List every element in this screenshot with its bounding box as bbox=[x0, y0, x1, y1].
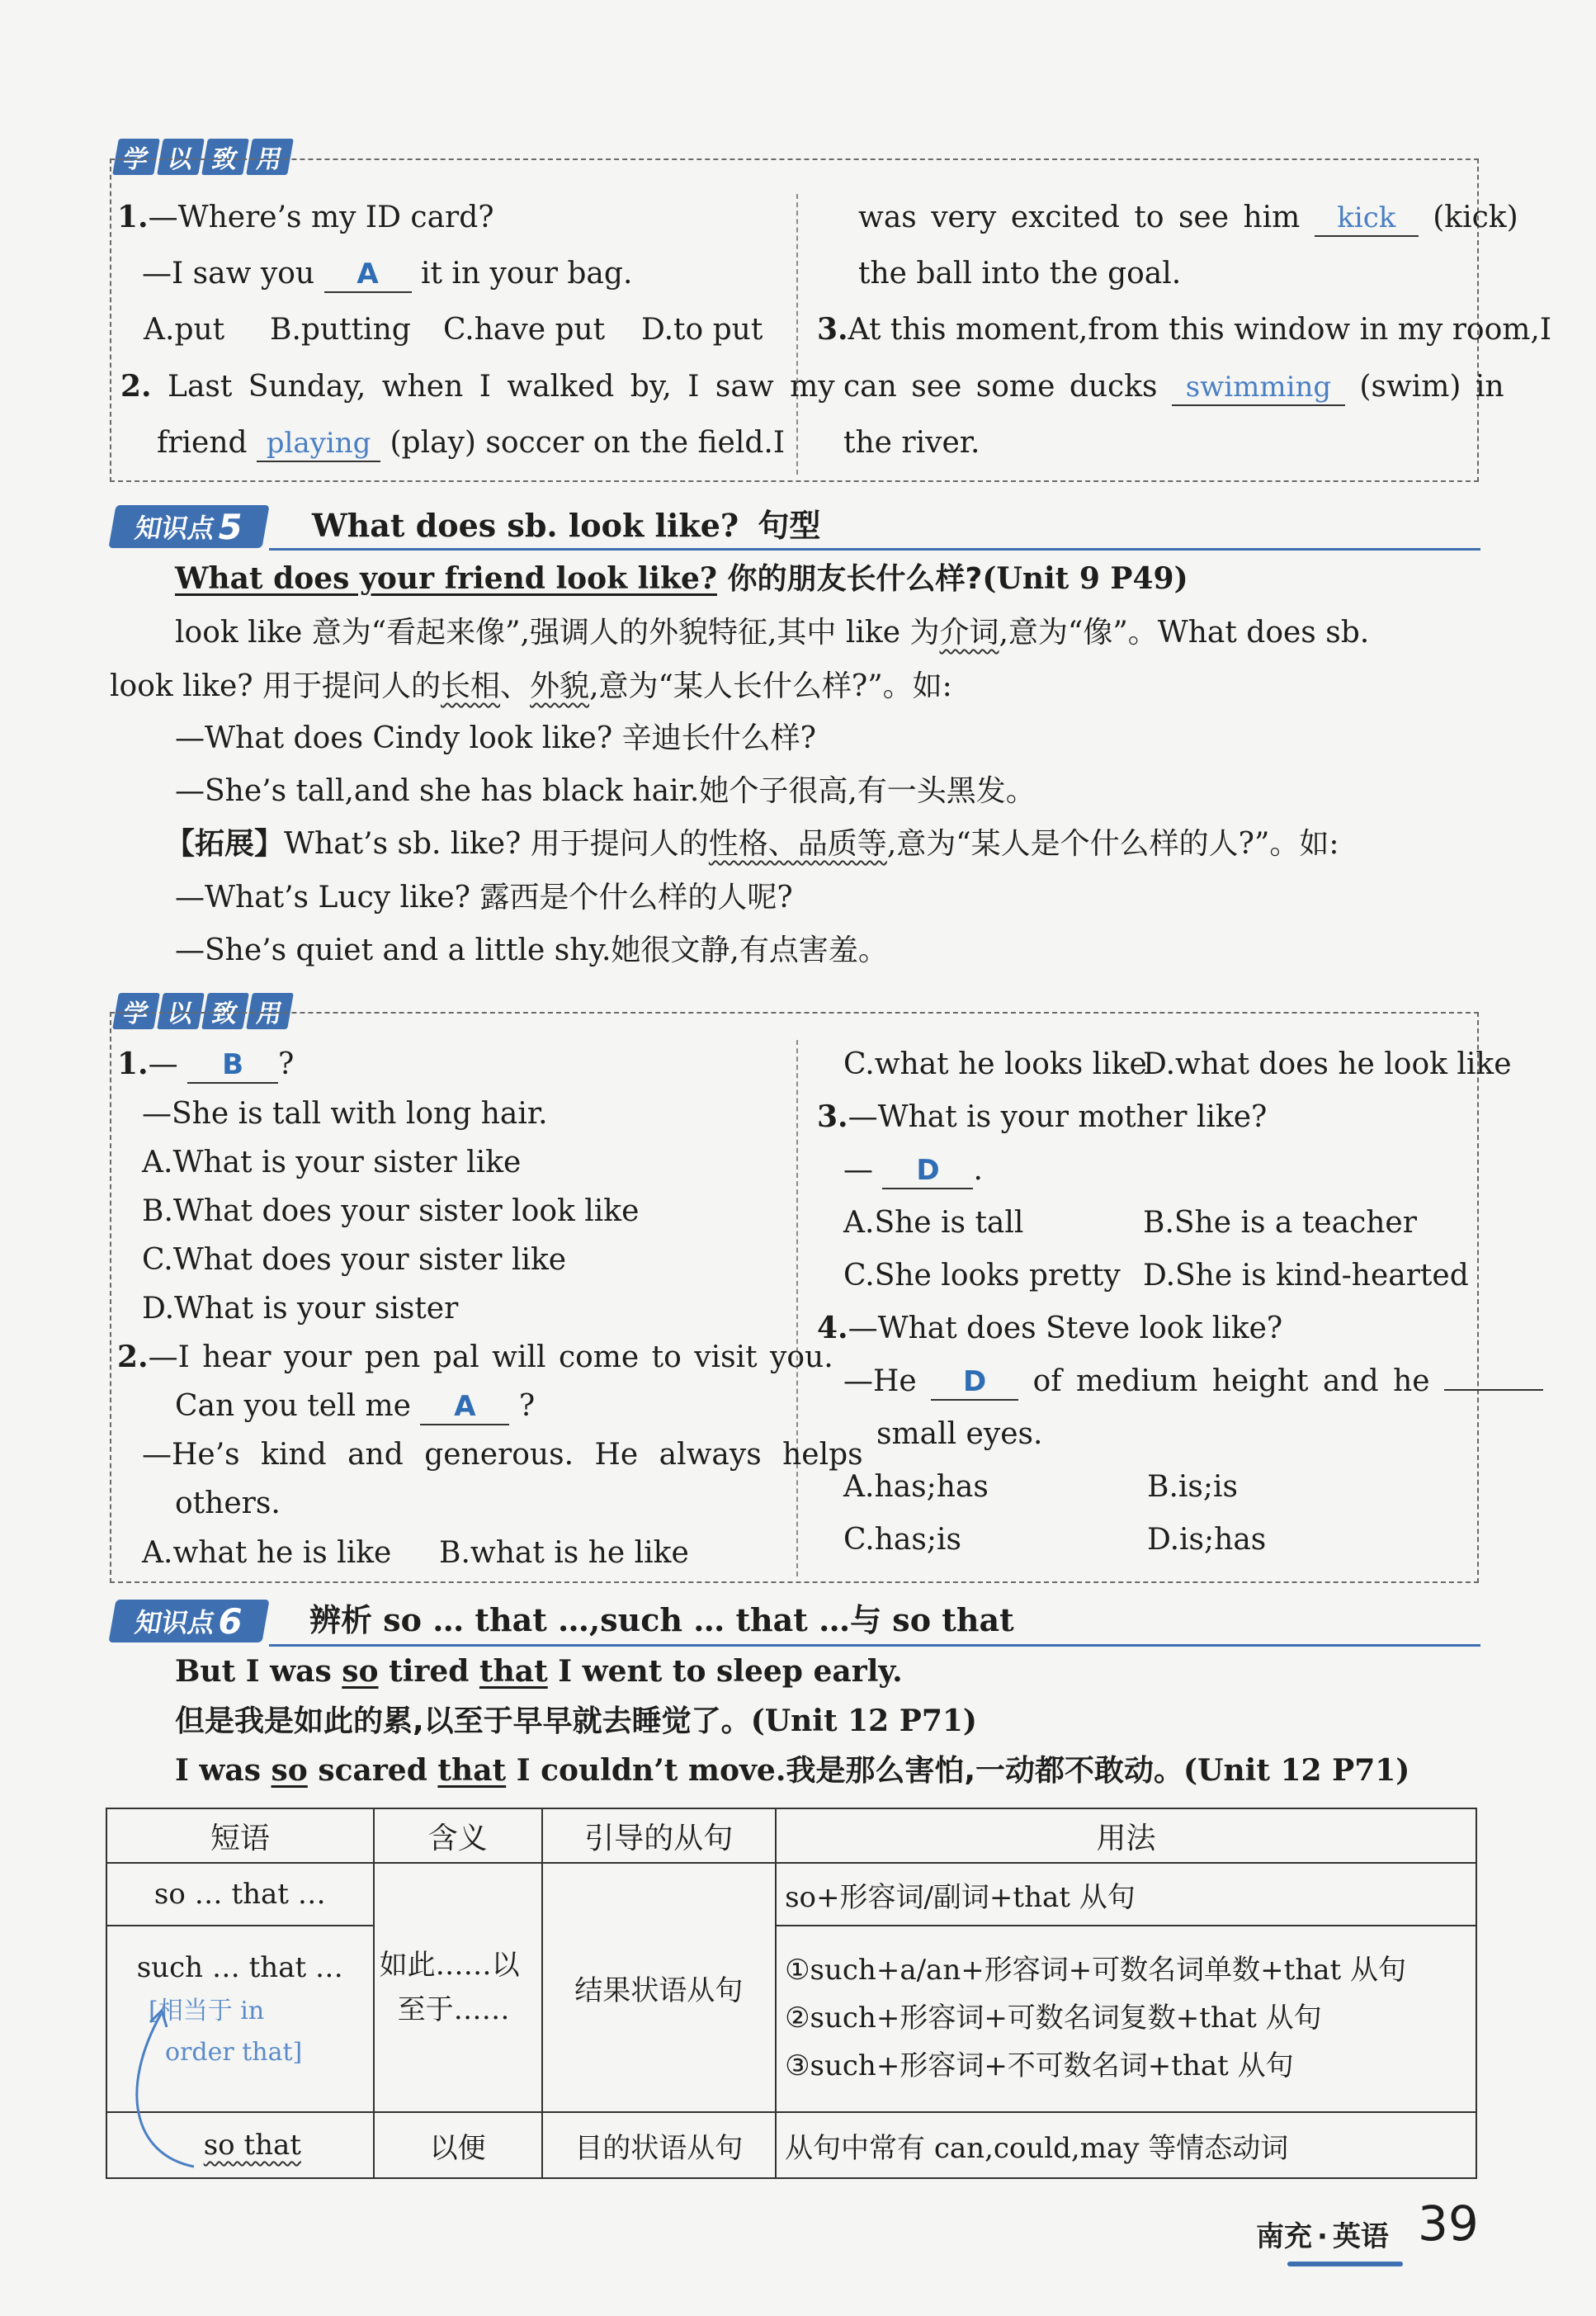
table-row bbox=[106, 2112, 1476, 2178]
question-2-line2: friend playing (play) soccer on the field.I bbox=[157, 425, 785, 462]
header-clause: 引导的从句 bbox=[542, 1808, 777, 1863]
kp5-example-3: —What’s Lucy like? 露西是个什么样的人呢? bbox=[175, 881, 793, 915]
phrase-note: [相当于 in bbox=[149, 1997, 265, 2026]
arrow-icon bbox=[116, 1989, 215, 2179]
question-3-line3: the river. bbox=[843, 426, 980, 460]
question-4: 4.—What does Steve look like? bbox=[817, 1311, 1283, 1345]
option-d: D.What is your sister bbox=[142, 1292, 459, 1326]
practice-label-char: 学 bbox=[112, 139, 160, 175]
table-row bbox=[106, 1863, 1476, 1926]
table-header-row bbox=[106, 1808, 1476, 1863]
option-a: A.what he is like bbox=[142, 1536, 392, 1570]
option-b: B.is;is bbox=[1147, 1470, 1239, 1504]
clause-cell: 结果状语从句 bbox=[542, 1863, 777, 2112]
answer-blank-empty[interactable] bbox=[1444, 1389, 1543, 1391]
footer-label: 南充 · 英语 bbox=[1256, 2220, 1389, 2253]
practice-label-char: 以 bbox=[157, 139, 205, 175]
practice-label-char: 用 bbox=[246, 139, 294, 175]
column-divider bbox=[796, 194, 798, 475]
page-number: 39 bbox=[1418, 2195, 1479, 2252]
kp6-sentence-2: 但是我是如此的累,以至于早早就去睡觉了。(Unit 12 P71) bbox=[175, 1704, 977, 1738]
kp6-sentence-1: But I was so tired that I went to sleep early. bbox=[175, 1654, 903, 1689]
question-4-line2: —He D of medium height and he bbox=[843, 1364, 1543, 1401]
question-1-answer-line: —I saw you A it in your bag. bbox=[142, 256, 632, 293]
answer-blank[interactable]: playing bbox=[257, 427, 380, 462]
kp5-example-1: —What does Cindy look like? 辛迪长什么样? bbox=[175, 721, 816, 755]
phrase-cell: so that bbox=[106, 2112, 374, 2178]
option-b: B.She is a teacher bbox=[1143, 1206, 1417, 1240]
option-c: C.She looks pretty bbox=[843, 1259, 1121, 1293]
option-a: A.put bbox=[144, 313, 225, 347]
practice-label-char: 以 bbox=[157, 993, 205, 1029]
header-phrase: 短语 bbox=[106, 1808, 374, 1863]
header-usage: 用法 bbox=[776, 1808, 1476, 1863]
option-c: C.What does your sister like bbox=[142, 1243, 567, 1277]
answer-blank[interactable]: kick bbox=[1315, 201, 1419, 237]
table-row bbox=[106, 1926, 1476, 2112]
answer-blank[interactable]: D bbox=[931, 1365, 1018, 1401]
option-d: D.is;has bbox=[1147, 1523, 1267, 1557]
knowledge-point-badge: 知识点 6 bbox=[108, 1600, 269, 1642]
knowledge-point-badge: 知识点 5 bbox=[108, 505, 269, 548]
phrase-cell: so … that … bbox=[106, 1863, 374, 1926]
question-3-line2: can see some ducks swimming (swim) in bbox=[843, 369, 1504, 406]
answer-blank[interactable]: swimming bbox=[1172, 371, 1345, 406]
answer-blank[interactable]: A bbox=[420, 1390, 509, 1425]
usage-cell: ①such+a/an+形容词+可数名词单数+that 从句 ②such+形容词+可数名词复数+that 从句 ③such+形容词+不可数名词+that 从句 bbox=[776, 1926, 1476, 2112]
kp5-example-2: —She’s tall,and she has black hair.她个子很高,有一头黑发。 bbox=[175, 774, 1036, 808]
section-rule bbox=[269, 1644, 1480, 1647]
option-b: B.what is he like bbox=[439, 1536, 689, 1570]
question-1: 1.— B ? bbox=[117, 1047, 294, 1084]
practice-label-char: 致 bbox=[201, 139, 249, 175]
clause-cell: 目的状语从句 bbox=[542, 2112, 777, 2178]
kp5-example-4: —She’s quiet and a little shy.她很文静,有点害羞。 bbox=[175, 933, 888, 967]
kp5-title: What does sb. look like? 句型 bbox=[312, 507, 821, 544]
kp6-sentence-3: I was so scared that I couldn’t move.我是那么害怕,一动都不敢动。(Unit 12 P71) bbox=[175, 1753, 1410, 1788]
option-c: C.have put bbox=[443, 313, 606, 347]
question-4-line3: small eyes. bbox=[876, 1417, 1043, 1451]
header-meaning: 含义 bbox=[374, 1808, 542, 1863]
phrase-note: order that] bbox=[165, 2037, 303, 2067]
question-2-line2: Can you tell me A ? bbox=[175, 1388, 535, 1425]
column-divider bbox=[796, 1040, 798, 1576]
question-3: 3.At this moment,from this window in my room,I bbox=[817, 312, 1552, 347]
footer-accent-bar bbox=[1287, 2262, 1403, 2266]
kp5-example-sentence: What does your friend look like? 你的朋友长什么样?(Unit 9 P49) bbox=[175, 561, 1188, 596]
option-a: A.has;has bbox=[843, 1470, 989, 1504]
option-d: D.to put bbox=[641, 313, 763, 347]
kp5-explanation-1: look like 意为“看起来像”,强调人的外貌特征,其中 like 为介词,意为“像”。What does sb. bbox=[175, 616, 1370, 650]
section-rule bbox=[269, 548, 1480, 551]
option-b: B.putting bbox=[270, 313, 411, 347]
option-a: A.What is your sister like bbox=[142, 1146, 522, 1179]
question-1: 1.—Where’s my ID card? bbox=[117, 200, 494, 234]
question-2: 2. Last Sunday, when I walked by, I saw my bbox=[120, 369, 835, 404]
kp6-title: 辨析 so … that …,such … that …与 so that bbox=[309, 1601, 1014, 1638]
option-c: C.has;is bbox=[843, 1523, 961, 1557]
question-3-answer-line: — D . bbox=[843, 1152, 983, 1189]
practice-label-char: 用 bbox=[246, 993, 294, 1029]
option-d: D.what does he look like bbox=[1143, 1047, 1512, 1081]
kp5-extension: 【拓展】What’s sb. like? 用于提问人的性格、品质等,意为“某人是个什么样的人?”。如: bbox=[165, 827, 1339, 861]
kp5-explanation-2: look like? 用于提问人的长相、外貌,意为“某人长什么样?”。如: bbox=[110, 669, 952, 703]
meaning-cell: 如此……以 至于…… bbox=[374, 1863, 542, 2112]
option-b: B.What does your sister look like bbox=[142, 1194, 640, 1228]
practice-label-char: 学 bbox=[112, 993, 160, 1029]
question-3: 3.—What is your mother like? bbox=[817, 1099, 1268, 1134]
question-2-line4: others. bbox=[175, 1486, 281, 1520]
usage-cell: 从句中常有 can,could,may 等情态动词 bbox=[776, 2112, 1476, 2178]
question-2-line4: the ball into the goal. bbox=[858, 257, 1182, 291]
question-2: 2.—I hear your pen pal will come to visit you. bbox=[117, 1340, 833, 1374]
meaning-cell: 以便 bbox=[374, 2112, 542, 2178]
usage-cell: so+形容词/副词+that 从句 bbox=[776, 1863, 1476, 1926]
usage-table bbox=[106, 1808, 1477, 2179]
question-2-line3: —He’s kind and generous. He always helps bbox=[142, 1438, 863, 1472]
answer-blank[interactable]: B bbox=[187, 1048, 278, 1084]
practice-label-char: 致 bbox=[201, 993, 249, 1029]
answer-blank[interactable]: D bbox=[882, 1154, 973, 1189]
question-2-line3: was very excited to see him kick (kick) bbox=[858, 200, 1518, 237]
question-1-line2: —She is tall with long hair. bbox=[142, 1097, 548, 1131]
phrase-cell: such … that … [相当于 in order that] bbox=[106, 1926, 374, 2112]
option-c: C.what he looks like bbox=[843, 1047, 1147, 1081]
option-a: A.She is tall bbox=[843, 1206, 1024, 1240]
option-d: D.She is kind-hearted bbox=[1143, 1259, 1469, 1293]
answer-blank[interactable]: A bbox=[324, 258, 412, 293]
